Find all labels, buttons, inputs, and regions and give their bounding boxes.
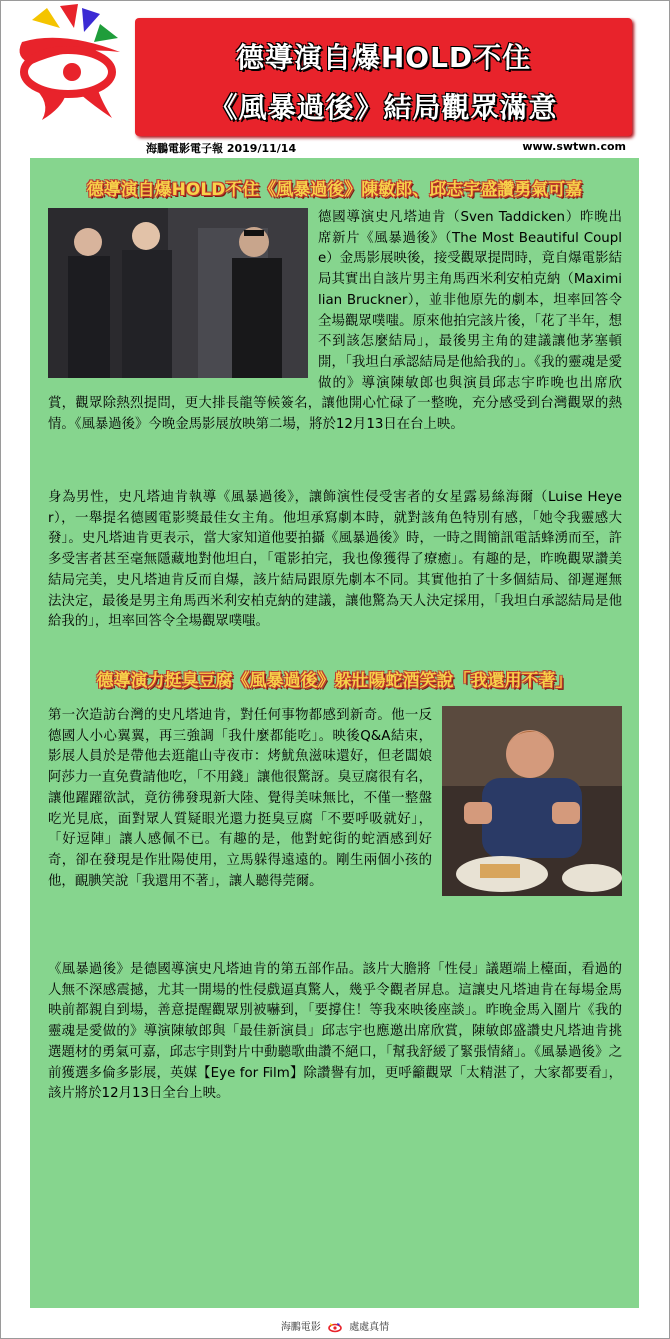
website-link[interactable]: www.swtwn.com [522,140,626,153]
swtwn-mini-logo-icon [327,1322,343,1333]
title-banner [135,18,632,136]
article-paragraph-1: 德國導演史凡塔迪肯（Sven Taddicken）昨晚出席新片《風暴過後》（The Most Beautiful Couple）金馬影展映後，接受觀眾提問時，竟自爆電影結局其實出自該片男主角馬西米利安柏克納（Maximilian Bruckner），並非他原先的劇本，坦率回答令全場觀眾噗嗤。原來他拍完該片後，「花了半年，想不到該怎麼結局」，最後男主角的建議讓他茅塞頓開，「我坦白承認結局是他給我的」。《我的靈魂是愛做的》導演陳敏郎也與演員邱志宇昨晚也出席欣賞，觀眾除熱烈提問，更大排長龍等候簽名，讓他開心忙碌了一整晚，充分感受到台灣觀眾的熱情。《風暴過後》今晚金馬影展放映第二場，將於12月13日在台上映。 [48,210,622,433]
swtwn-logo [2,2,134,127]
premiere-photo [48,208,308,378]
footer [0,1318,670,1333]
section-heading-1: 德導演自爆HOLD不住《風暴過後》陳敏郎、邱志宇盛讚勇氣可嘉 [86,180,583,200]
headline-line-1: 德導演自爆HOLD不住 [235,41,532,74]
source-date: 海鵬電影電子報 2019/11/14 [146,142,297,155]
footer-slogan: 處處真情 [349,1322,390,1333]
footer-brand: 海鵬電影 [280,1322,321,1333]
article-body [30,158,639,1308]
article-paragraph-3: 第一次造訪台灣的史凡塔迪肯，對任何事物都感到新奇。他一反德國人小心翼翼，再三強調「我什麼都能吃」。映後Q&A結束，影展人員於是帶他去逛龍山寺夜市：烤魷魚滋味還好，但老闆娘阿莎力一直免費請他吃，「不用錢」讓他很驚訝。臭豆腐很有名，讓他躍躍欲試，竟彷彿發現新大陸、覺得美味無比，不僅一整盤吃光見底，面對眾人質疑眼光還力挺臭豆腐「不要呼吸就好」，「好逗陣」讓人感佩不已。有趣的是，他對蛇街的蛇酒感到好奇，卻在發現是作壯陽使用，立馬躲得遠遠的。剛生兩個小孩的他，靦腆笑說「我還用不著」，讓人聽得莞爾。 [48,706,622,900]
stinky-tofu-photo [442,706,622,896]
section-heading-2: 德導演力挺臭豆腐《風暴過後》躲壯陽蛇酒笑說「我還用不著」 [96,671,573,691]
article-paragraph-2: 身為男性，史凡塔迪肯執導《風暴過後》，讓飾演性侵受害者的女星露易絲海爾（Luise Heyer），一舉提名德國電影獎最佳女主角。他坦承寫劇本時，就對該角色特別有感，「她令我靈感大發」。史凡塔迪肯更表示，當大家知道他要拍攝《風暴過後》時，一時之間簡訊電話蜂湧而至，許多受害者甚至毫無隱藏地對他坦白，「電影拍完，我也像獲得了療癒」。有趣的是，昨晚觀眾讚美結局完美，史凡塔迪肯反而自爆，該片結局跟原先劇本不同。其實他拍了十多個結局、卻遲遲無法決定，最後是男主角馬西米利安柏克納的建議，讓他驚為天人決定採用，「我坦白承認結局是他給我的」，坦率回答令全場觀眾噗嗤。 [48,490,622,630]
headline-line-2: 《風暴過後》結局觀眾滿意 [209,91,558,124]
article-paragraph-4: 《風暴過後》是德國導演史凡塔迪肯的第五部作品。該片大膽將「性侵」議題端上檯面，看過的人無不深感震撼，尤其一開場的性侵戲逼真驚人，幾乎令觀者屏息。這讓史凡塔迪肯在每場金馬映前都親自到場，善意提醒觀眾別被嚇到，「要撐住！等我來映後座談」。昨晚金馬入圍片《我的靈魂是愛做的》導演陳敏郎與「最佳新演員」邱志宇也應邀出席欣賞，陳敏郎盛讚史凡塔迪肯挑選題材的勇氣可嘉，邱志宇則對片中動聽歌曲讚不絕口，「幫我舒緩了緊張情緒」。《風暴過後》之前獲選多倫多影展，英媒【Eye for Film】除讚譽有加，更呼籲觀眾「太精湛了，大家都要看」，該片將於12月13日全台上映。 [48,962,622,1102]
